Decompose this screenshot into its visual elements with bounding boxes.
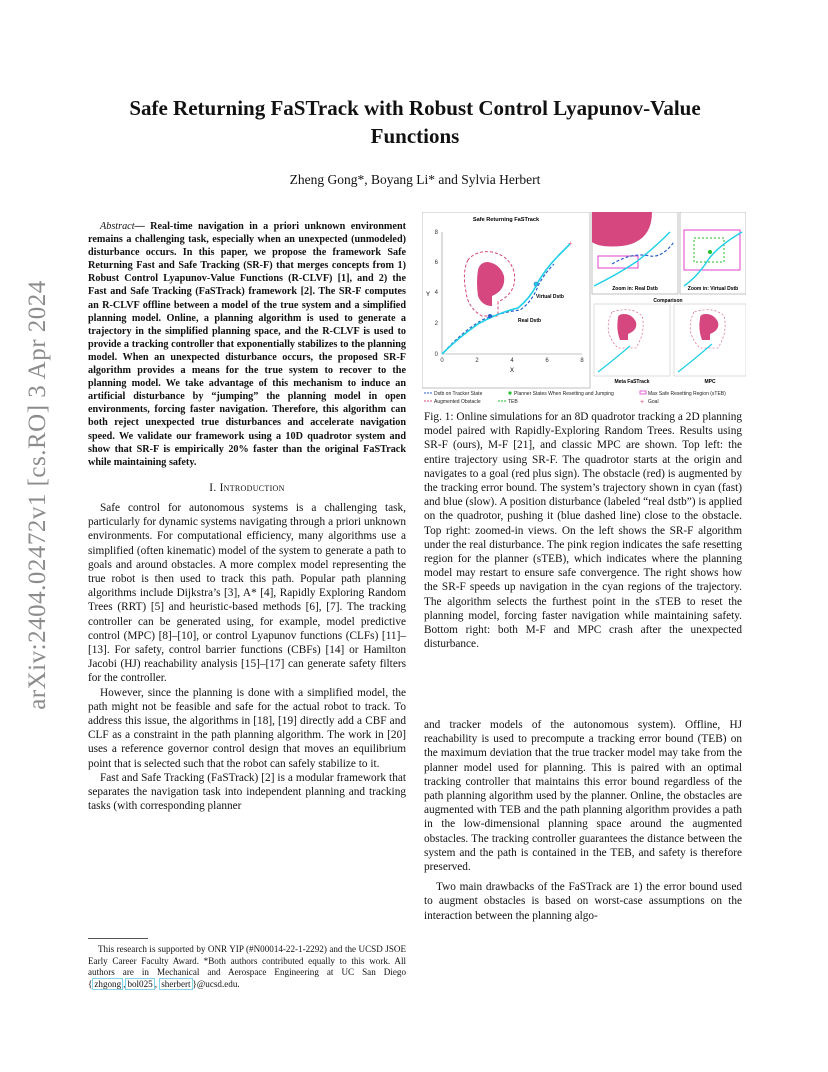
y-tick-0: 0 — [434, 352, 438, 358]
x-tick-6: 6 — [545, 358, 549, 364]
legend-swatch-goal: + — [640, 399, 645, 406]
mpc-label: MPC — [704, 379, 716, 385]
left-column — [88, 220, 406, 813]
y-tick-2: 2 — [434, 321, 438, 327]
section-heading: I. Introduction — [209, 481, 285, 494]
intro-paragraph-2: However, since the planning is done with a simplified model, the path might not be feasible and safe for the actual robot to track. To address this issue, the algorithms in [18], [19] directly add a CBF and CLF as a constraint in the path planning algorithm. The work in [20] uses a reference governor control design that moves an equilibrium point that is selected such that the robot can safely stabilize to it. — [88, 686, 406, 770]
x-tick-4: 4 — [510, 358, 514, 364]
figure-1-graphic — [422, 212, 746, 408]
abstract — [88, 220, 406, 469]
x-tick-0: 0 — [440, 358, 444, 364]
abstract-body: — Real-time navigation in a priori unknown environment remains a challenging task, especially when an unexpected (unmodeled) disturbance occurs. In this paper, we propose the framework Safe Returning Fast and Safe Tracking (SR-F) that merges concepts from 1) Robust Control Lyapunov-Value Functions (R-CLVF) [1], and 2) the Fast and Safe Tracking (FaSTrack) framework [2]. The SR-F computes an R-CLVF offline between a model of the true system and a simplified planning model. Online, a planning algorithm is used to generate a trajectory in the simplified planning space, and the R-CLVF is used to provide a tracking controller that exponentially stabilizes to the planning model. When an unexpected disturbance occurs, the proposed SR-F algorithm provides a means for the true system to recover to the planning model. We take advantage of this mechanism to induce an artificial disturbance by “jumping” the planning model in open environments, forcing faster navigation. Therefore, this algorithm can both reject unexpected true disturbances and accelerate navigation speed. We validate our framework using a 10D quadrotor system and show that SR-F is empirically 20% faster than the original FaSTrack while maintaining safety. — [88, 221, 406, 468]
email-link-1[interactable]: zhgong — [94, 978, 122, 989]
y-tick-4: 4 — [434, 290, 438, 296]
right-paragraph-1: and tracker models of the autonomous system). Offline, HJ reachability is used to precompute a tracking error bound (TEB) on the maximum deviation that the true tracker model may take from the planner model used for planning. This is paired with an optimal tracking controller that maintains this error bound regardless of the path planning algorithm used by the planner. Online, the obstacles are augmented with TEB and the path planning algorithm provides a path in the low-dimensional planning space around the augmented obstacles. The tracking controller guarantees the distance between the system and the path is contained in the TEB, and safety is therefore preserved. — [424, 719, 742, 874]
figure-caption: Fig. 1: Online simulations for an 8D quadrotor tracking a 2D planning model paired with Rapidly-Exploring Random Trees. Results using SR-F (ours), M-F [21], and classic MPC are shown. Top left: the entire trajectory using SR-F. The quadrotor starts at the origin and navigates to a goal (red plus sign). The obstacle (red) is augmented by the tracking error bound. The system’s trajectory shown in cyan (fast) and blue (slow). A position disturbance (labeled “real dstb”) is applied on the quadrotor, pushing it (blue dashed line) close to the obstacle. Top right: zoomed-in views. On the left shows the SR-F algorithm under the real disturbance. The pink region indicates the safe resetting region for the planner (sTEB), which indicates where the planning model may restart to ensure safe convergence. The right shows how the SR-F speeds up navigation in the cyan regions of the trajectory. The algorithm selects the furthest point in the sTEB to reset the planning model, forcing faster navigation while maintaining safety. Bottom right: both M-F and MPC crash after the unexpected disturbance. — [424, 411, 742, 651]
zoom-virtual-planner-state — [708, 250, 712, 254]
arxiv-identifier-text: arXiv:2404.02472v1 [cs.RO] 3 Apr 2024 — [24, 280, 51, 710]
y-axis-label: Y — [425, 292, 431, 298]
intro-paragraph-3: Fast and Safe Tracking (FaSTrack) [2] is a modular framework that separates the navigation task into independent planning and tracking tasks (with corresponding planner — [88, 771, 406, 813]
email-link-2[interactable]: bol025 — [127, 978, 153, 989]
real-dstb-point — [488, 314, 492, 318]
zoom-real-label: Zoom in: Real Dstb — [612, 286, 658, 292]
arxiv-identifier — [18, 280, 58, 710]
footnote-domain: @ucsd.edu. — [196, 978, 240, 989]
paper-title: Safe Returning FaSTrack with Robust Control Lyapunov-Value Functions — [129, 96, 701, 148]
x-tick-8: 8 — [580, 358, 584, 364]
legend-augmented: Augmented Obstacle — [434, 399, 481, 405]
goal-marker: + — [568, 239, 573, 248]
abstract-label: Abstract — [100, 221, 135, 232]
legend-planner: Planner States When Resetting and Jumping — [514, 391, 614, 397]
author-list: Zheng Gong*, Boyang Li* and Sylvia Herbert — [289, 172, 541, 187]
legend-steb: Max Safe Resetting Region (sTEB) — [648, 391, 726, 397]
y-tick-6: 6 — [434, 260, 438, 266]
intro-paragraph-1: Safe control for autonomous systems is a challenging task, particularly for dynamic systems navigating through a priori unknown environments. For computational efficiency, many algorithms use a simplified (often kinematic) model of the system to generate a path to goals and around obstacles. A more complex model representing the true robot is then used to track this path. Popular path planning algorithms include Dijkstra’s [3], A* [4], Rapidly Exploring Random Trees (RRT) [5] and heuristic-based methods [6], [7]. The tracking controller can be generated using, for example, model predictive control (MPC) [8]–[10], or control Lyapunov functions (CLFs) [11]–[13]. For safety, control barrier functions (CBFs) [14] or Hamilton Jacobi (HJ) reachability analysis [15]–[17] can generate safety filters for the controller. — [88, 501, 406, 685]
virtual-dstb-point — [534, 282, 538, 286]
virtual-dstb-label: Virtual Dstb — [536, 294, 564, 300]
footnote: This research is supported by ONR YIP (#N00014-22-1-2292) and the UCSD JSOE Early Career Faculty Award. *Both authors contributed equally to this work. All authors are in Mechanical and Aerospace Engineering at UC San Diego { zhgong , bol025 , sherbert }@ucsd.edu. — [88, 944, 406, 990]
x-tick-2: 2 — [475, 358, 479, 364]
zoom-virtual-label: Zoom in: Virtual Dstb — [687, 286, 739, 292]
real-dstb-label: Real Dstb — [518, 318, 542, 324]
legend-teb: TEB — [508, 399, 518, 405]
main-panel-frame — [422, 212, 590, 388]
legend — [424, 391, 726, 406]
right-column — [424, 718, 742, 923]
footnote-rule — [88, 938, 148, 939]
figure-1 — [422, 212, 746, 408]
metafastrack-label: Meta FaSTrack — [614, 379, 650, 385]
right-paragraph-2: Two main drawbacks of the FaSTrack are 1) the error bound used to augment obstacles is based on worst-case assumptions on the interaction between the planning algo- — [424, 881, 742, 922]
x-axis-label: X — [509, 368, 515, 374]
metafastrack-panel — [594, 304, 670, 376]
comparison-label: Comparison — [653, 298, 683, 304]
legend-dstb: Dstb on Tracker State — [434, 391, 483, 397]
y-tick-8: 8 — [434, 230, 438, 236]
main-panel-title: Safe Returning FaSTrack — [472, 217, 540, 223]
legend-swatch-planner — [508, 391, 511, 394]
email-link-3[interactable]: sherbert — [161, 978, 191, 989]
footnote-text: This research is supported by ONR YIP (#N00014-22-1-2292) and the UCSD JSOE Early Career Faculty Award. *Both authors contributed equally to this work. All authors are in Mechanical and Aerospace Engineering at UC San Diego — [88, 944, 406, 977]
legend-goal: Goal — [648, 399, 659, 405]
legend-swatch-steb — [640, 391, 646, 394]
